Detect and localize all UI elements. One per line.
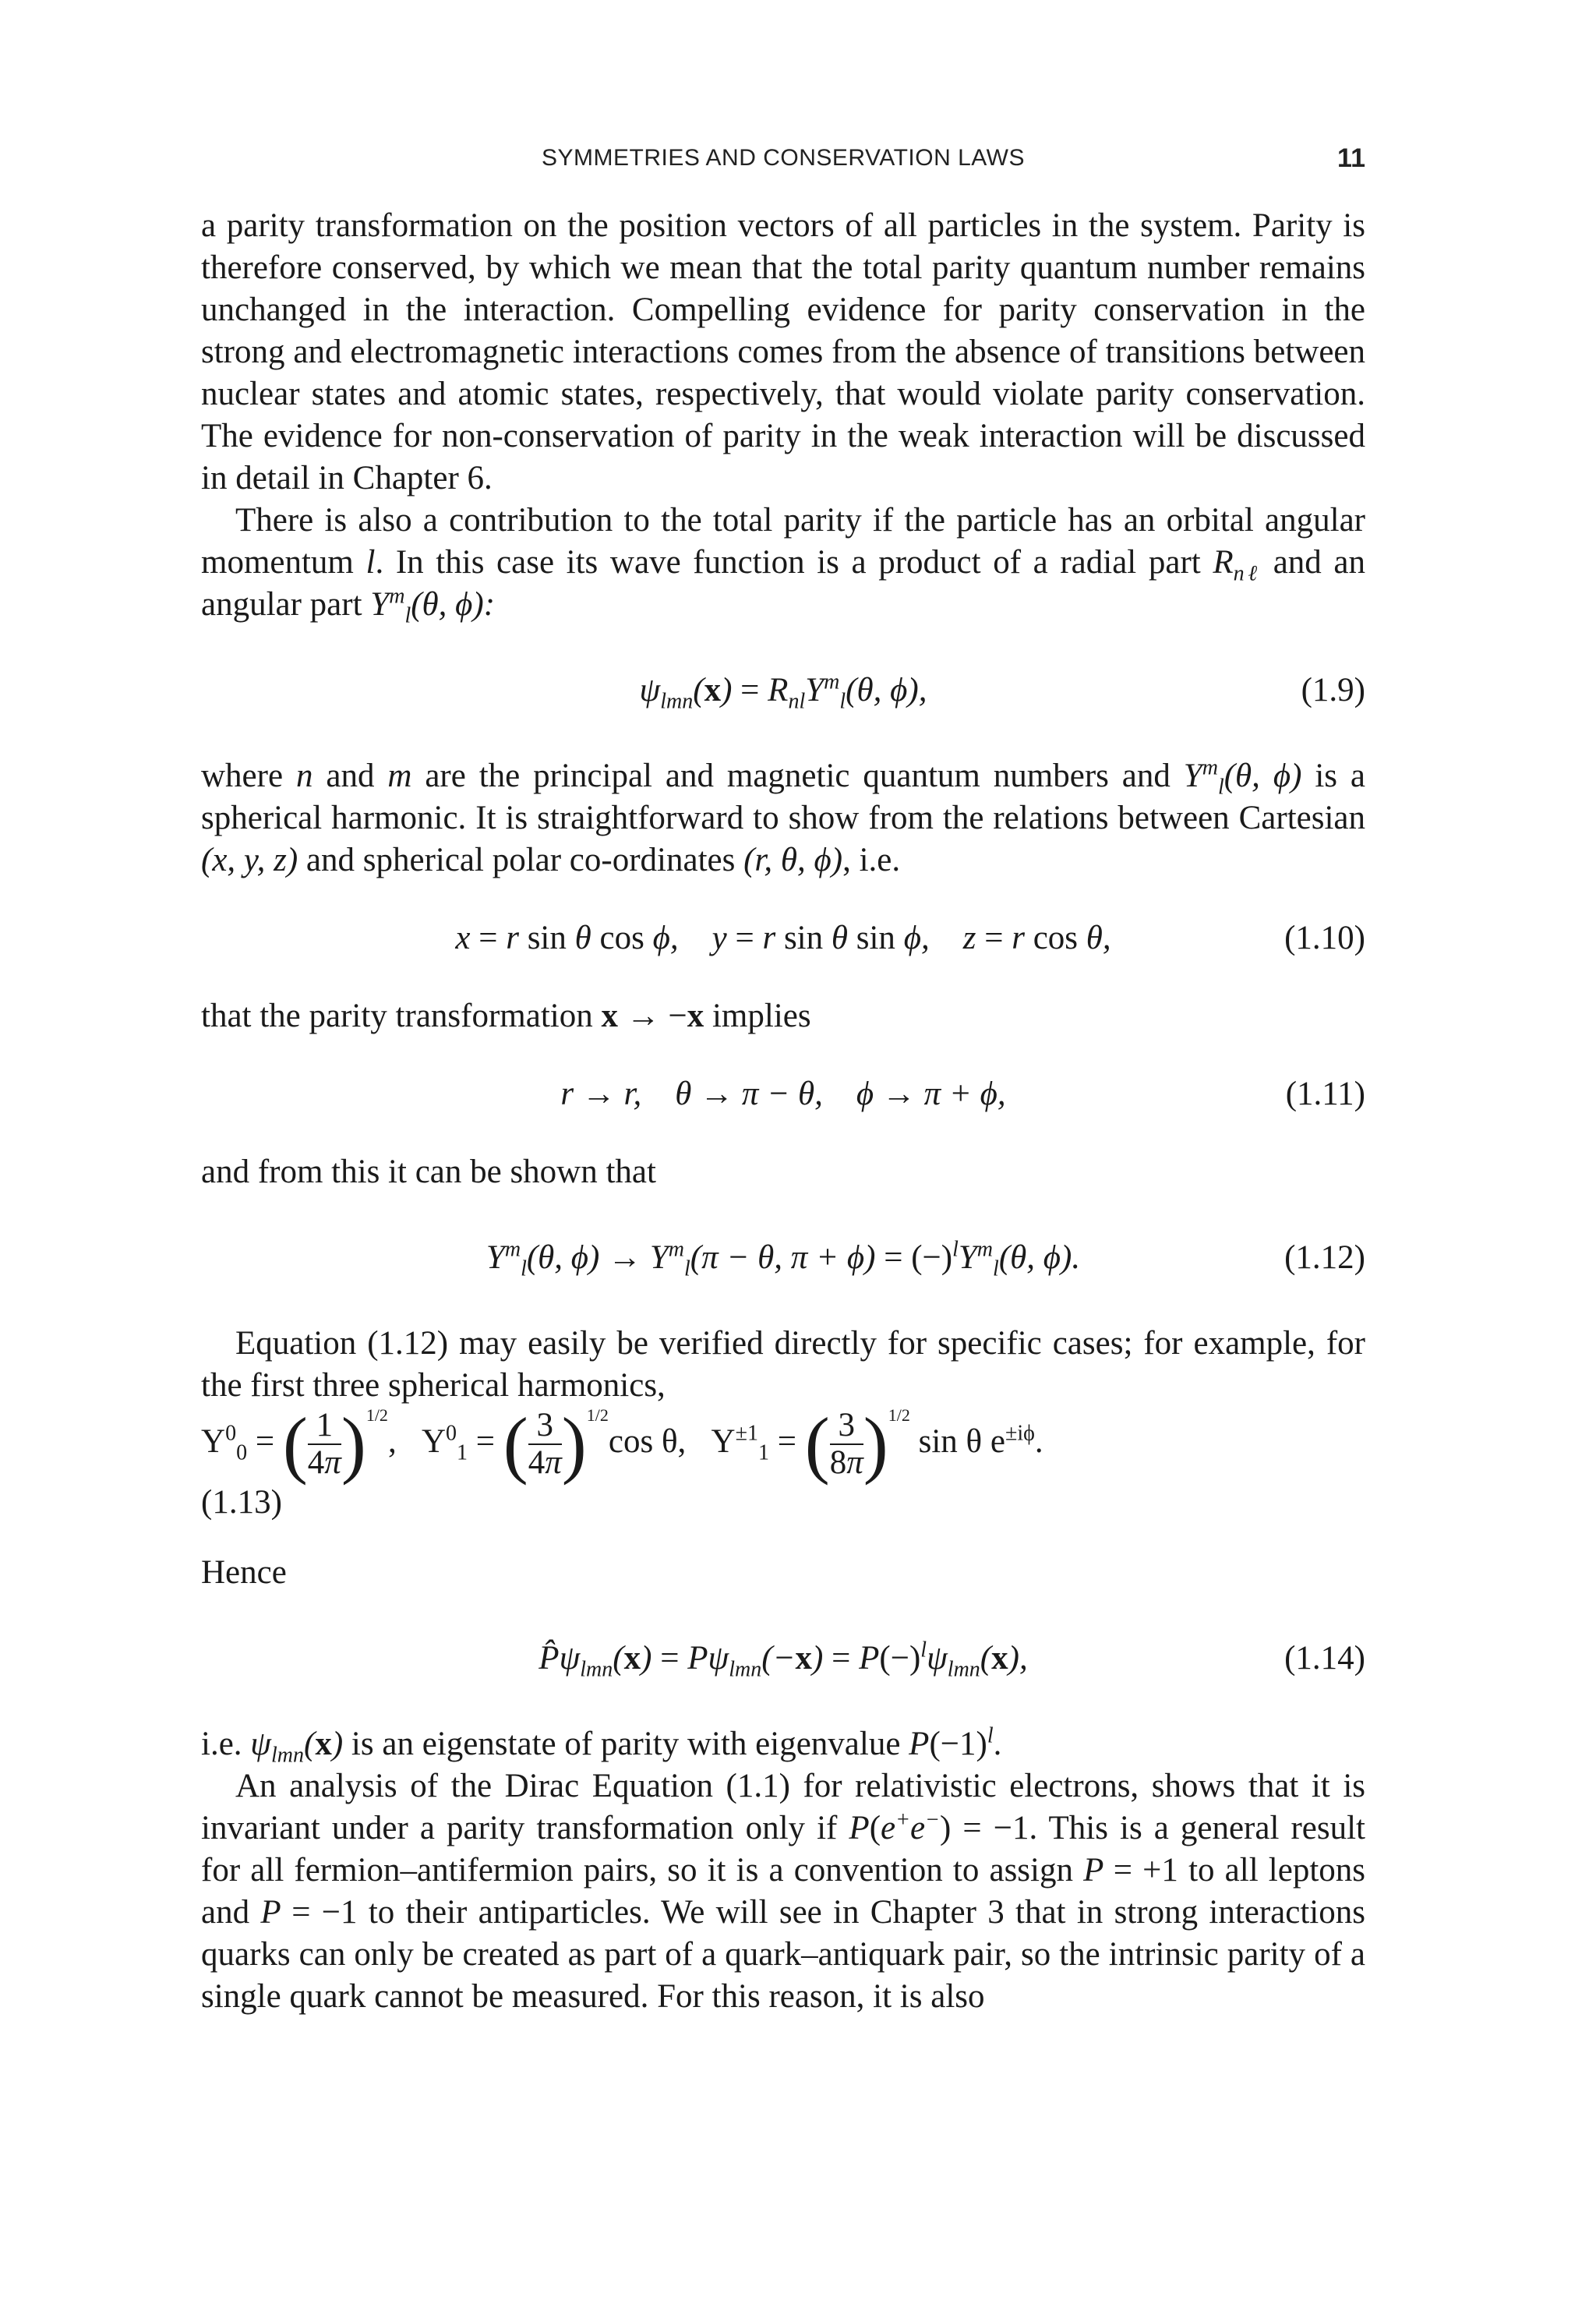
equation-1-12: [201, 1237, 1365, 1279]
equation-1-14-math: $P̂\psi_{lmn}(x) = P\psi_{lmn}(-x) = P(-)^l\psi_{lmn}(x)$,: [538, 1638, 1028, 1682]
paragraph-parity-conservation: a parity transformation on the position vectors of all particles in the system. Parity is therefore conserved, by which we mean that the total parity quantum number remains unchanged in the interaction. Compelling evidence for parity conservation in the strong and electromagnetic interactions comes from the absence of transitions between nuclear states and atomic states, respectively, that would violate parity conservation. The evidence for non-conservation of parity in the weak interaction will be discussed in detail in Chapter 6.: [201, 207, 1365, 496]
equation-1-9: [201, 670, 1365, 712]
paragraph-dirac-equation: An analysis of the Dirac Equation (1.1) for relativistic electrons, shows that it is invariant under a parity transformation only if P(e+e−) = −1. This is a general result for all fermion–antifermion pairs, so it is a convention to assign P = +1 to all leptons and P = −1 to their antiparticles. We will see in Chapter 3 that in strong interactions quarks can only be created as part of a quark–antiquark pair, so the intrinsic parity of a single quark cannot be measured. For this reason, it is also: [201, 1768, 1366, 2015]
paragraph-eigenstate: i.e. $\psi_{lmn}(x)$ is an eigenstate of parity with eigenvalue $P(-1)^l$.: [201, 1723, 1002, 1768]
paragraph-hence: Hence: [201, 1554, 287, 1591]
page-header: [201, 137, 1365, 173]
paragraph-shown-that: and from this it can be shown that: [201, 1154, 656, 1190]
equation-number: (1.9): [1301, 672, 1365, 708]
paragraph-spherical-harmonic: where n and m are the principal and magnetic quantum numbers and $Y^m_l(\theta$, ϕ) is a spherical harmonic. It is straightforward to show from the relations between Cartesian (x, y, z) and spherical polar co-ordinates (r, θ, ϕ), i.e.: [201, 755, 1365, 878]
running-head: SYMMETRIES AND CONSERVATION LAWS: [542, 145, 1025, 171]
equation-number: (1.10): [1284, 920, 1365, 956]
equation-number: (1.13): [201, 1484, 282, 1521]
equation-number: (1.14): [1284, 1640, 1365, 1677]
equation-1-11: [201, 1073, 1365, 1115]
page-number: 11: [1337, 143, 1365, 173]
equation-1-13: [201, 1402, 1365, 1521]
equation-1-12-math: $Y^m_l(\theta$, $\phi) \to Y^m_l(\pi - \theta$, $\pi + \phi) = (-)^lY^m_l(\theta$, ϕ).: [486, 1237, 1081, 1281]
body-text: [201, 205, 1365, 2018]
equation-1-13-math: $Y^0_0$ = ( $\frac{1}{4\pi}$ )$^{1/2}$, $Y^0_1$ = ( $\frac{3}{4\pi}$ )$^{1/2}$cos θ, $Y^{\pm 1}_1$ = ( $\frac{3}{8\pi}$ )$^{1/2}$ sin θ $e^{\pm i\phi}$.: [201, 1402, 1043, 1486]
paragraph-parity-transformation: that the parity transformation x → −x implies: [201, 998, 811, 1034]
equation-1-10-math: x = r sin θ cos ϕ, y = r sin θ sin ϕ, z = r cos θ,: [455, 920, 1111, 956]
paragraph-verification: Equation (1.12) may easily be verified directly for specific cases; for example, for the first three spherical harmonics,: [201, 1325, 1365, 1404]
equation-1-14: [201, 1638, 1365, 1680]
equation-number: (1.11): [1285, 1076, 1365, 1112]
equation-1-11-math: r → r, θ → π − θ, ϕ → π + ϕ,: [560, 1076, 1006, 1112]
equation-1-10: [201, 917, 1365, 959]
equation-number: (1.12): [1284, 1239, 1365, 1276]
paragraph-orbital-parity: There is also a contribution to the total parity if the particle has an orbital angular momentum l. In this case its wave function is a product of a radial part $R_{n\ell}$ and an angular part $Y^m_l(\theta$, ϕ):: [201, 502, 1365, 628]
equation-1-9-math: $\psi_{lmn}(x) = R_{nl}Y^m_l(\theta$, ϕ),: [639, 670, 927, 714]
